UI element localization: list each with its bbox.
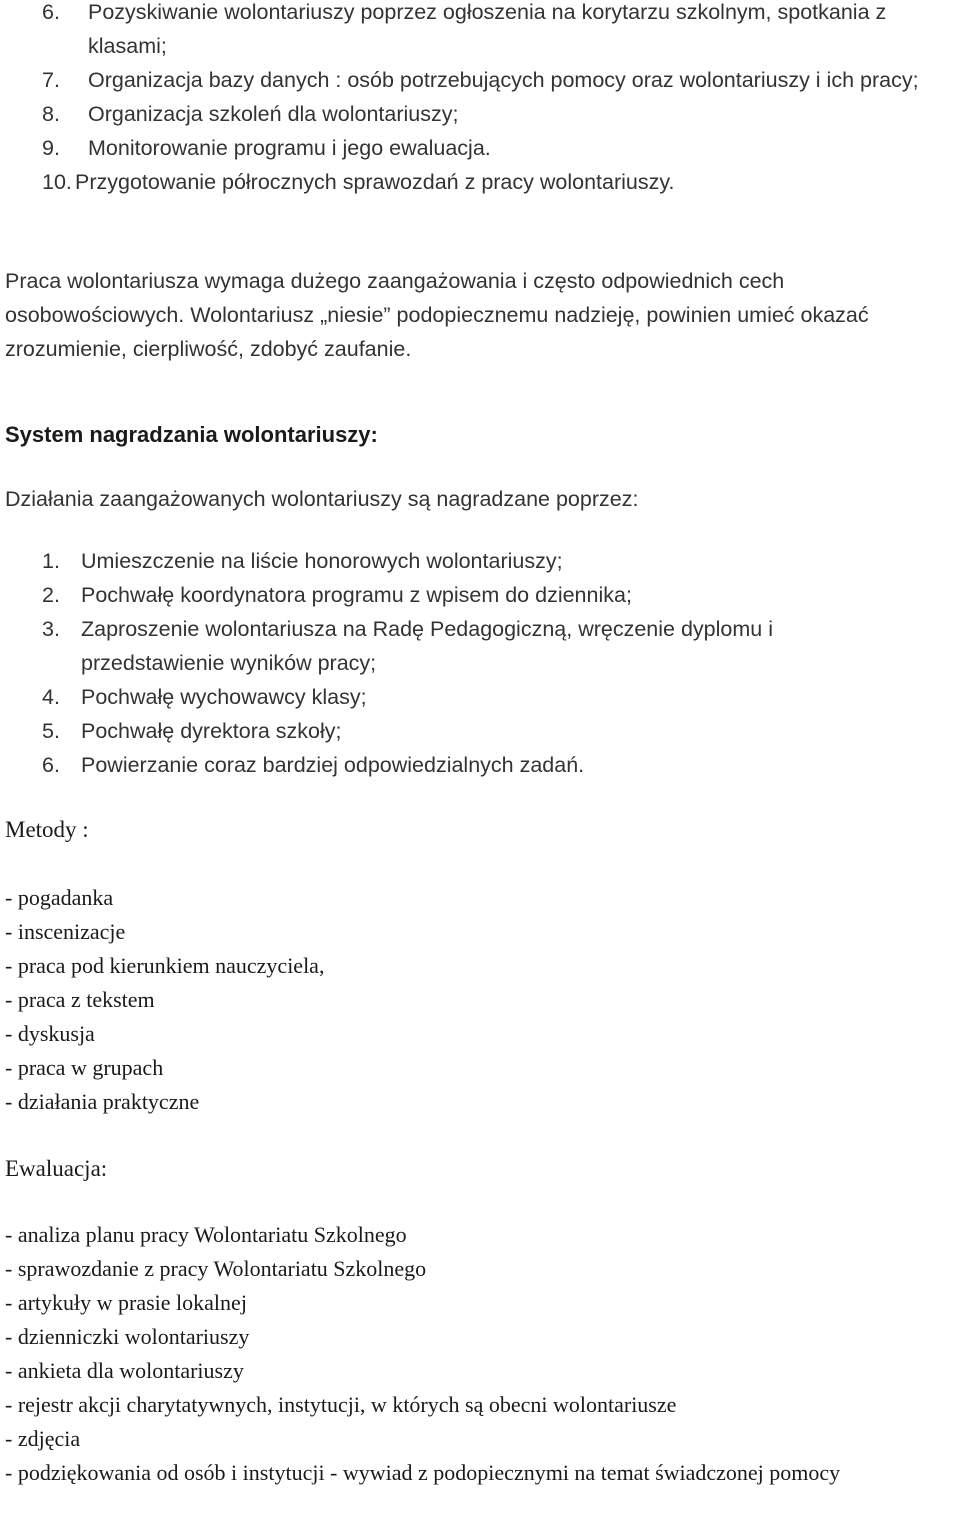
item-text: Monitorowanie programu i jego ewaluacja.	[88, 136, 491, 160]
item-number: 5.	[42, 719, 60, 743]
list-item: - praca z tekstem	[5, 987, 155, 1012]
item-text: Pochwałę wychowawcy klasy;	[81, 685, 367, 709]
item-number: 3.	[42, 617, 60, 641]
list-item	[5, 97, 960, 131]
item-number: 2.	[42, 583, 60, 607]
list-item	[5, 748, 905, 782]
item-number: 9.	[42, 136, 60, 160]
list-item: - praca pod kierunkiem nauczyciela,	[5, 953, 325, 978]
list-item: - analiza planu pracy Wolontariatu Szkolnego	[5, 1222, 407, 1247]
list-item	[5, 612, 905, 680]
reward-list	[5, 544, 905, 782]
reward-heading: System nagradzania wolontariuszy:	[5, 422, 378, 447]
list-item: - rejestr akcji charytatywnych, instytucji, w których są obecni wolontariusze	[5, 1392, 677, 1417]
item-text: Pozyskiwanie wolontariuszy poprzez ogłoszenia na korytarzu szkolnym, spotkania z klasami;	[88, 0, 887, 58]
item-number: 1.	[42, 549, 60, 573]
item-number: 10.	[42, 170, 72, 194]
item-text: Umieszczenie na liście honorowych wolontariuszy;	[81, 549, 563, 573]
body-paragraph: Praca wolontariusza wymaga dużego zaangażowania i często odpowiednich cech osobowościowych. Wolontariusz „niesie” podopiecznemu nadzieję, powinien umieć okazać zrozumienie, cierpliwość, zdobyć zaufanie.	[5, 269, 869, 361]
evaluation-list	[5, 1218, 905, 1490]
list-item: - dyskusja	[5, 1021, 95, 1046]
item-text: Zaproszenie wolontariusza na Radę Pedagogiczną, wręczenie dyplomu i przedstawienie wyników pracy;	[81, 617, 773, 675]
list-item	[5, 131, 960, 165]
evaluation-heading: Ewaluacja:	[5, 1156, 108, 1181]
item-text: Organizacja bazy danych : osób potrzebujących pomocy oraz wolontariuszy i ich pracy;	[88, 68, 919, 92]
list-item: - artykuły w prasie lokalnej	[5, 1290, 247, 1315]
item-number: 7.	[42, 68, 60, 92]
list-item: - ankieta dla wolontariuszy	[5, 1358, 244, 1383]
list-item: - podziękowania od osób i instytucji - wywiad z podopiecznymi na temat świadczonej pomocy	[5, 1460, 841, 1485]
item-text: Powierzanie coraz bardziej odpowiedzialnych zadań.	[81, 753, 585, 777]
list-item	[5, 578, 905, 612]
list-item: - sprawozdanie z pracy Wolontariatu Szkolnego	[5, 1256, 427, 1281]
list-item	[5, 165, 960, 199]
item-number: 8.	[42, 102, 60, 126]
list-item: - zdjęcia	[5, 1426, 81, 1451]
item-text: Organizacja szkoleń dla wolontariuszy;	[88, 102, 459, 126]
list-item	[5, 680, 905, 714]
list-item: - działania praktyczne	[5, 1089, 200, 1114]
list-item: - praca w grupach	[5, 1055, 164, 1080]
list-item: - pogadanka	[5, 885, 114, 910]
methods-list	[5, 881, 960, 1119]
top-numbered-list	[5, 0, 960, 199]
list-item: - dzienniczki wolontariuszy	[5, 1324, 250, 1349]
item-text: Przygotowanie półrocznych sprawozdań z pracy wolontariuszy.	[75, 170, 675, 194]
item-number: 4.	[42, 685, 60, 709]
item-text: Pochwałę koordynatora programu z wpisem do dziennika;	[81, 583, 632, 607]
list-item	[5, 544, 905, 578]
list-item: - inscenizacje	[5, 919, 126, 944]
methods-heading: Metody :	[5, 817, 89, 842]
list-item	[5, 63, 960, 97]
list-item	[5, 0, 960, 63]
list-item	[5, 714, 905, 748]
reward-intro: Działania zaangażowanych wolontariuszy są nagradzane poprzez:	[5, 487, 639, 511]
item-text: Pochwałę dyrektora szkoły;	[81, 719, 342, 743]
item-number: 6.	[42, 753, 60, 777]
item-number: 6.	[42, 0, 60, 24]
